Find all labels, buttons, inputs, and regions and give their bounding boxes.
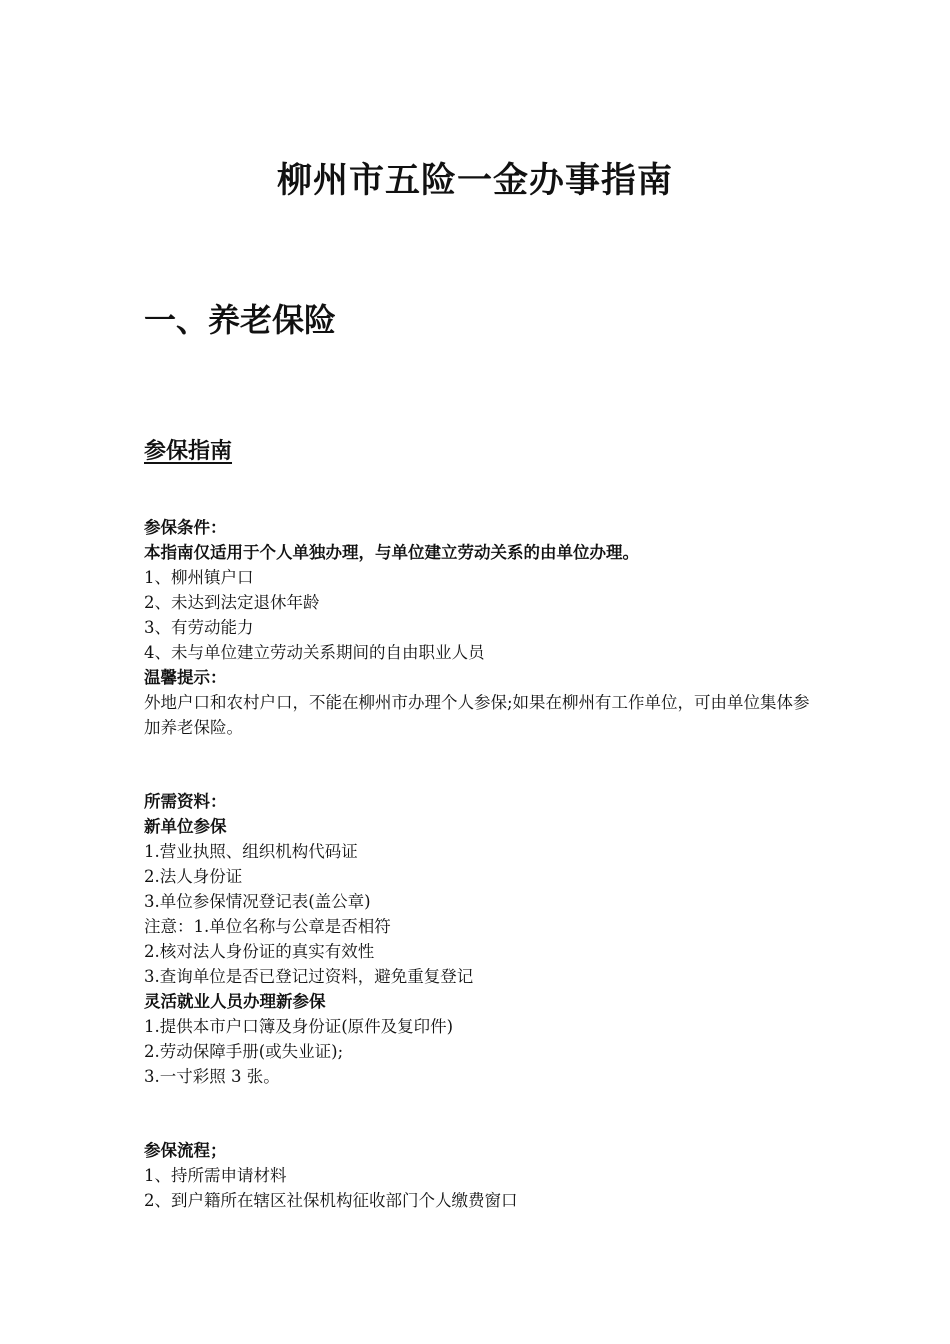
- materials-heading: 所需资料：: [144, 792, 227, 811]
- condition-item: 1、柳州镇户口: [144, 568, 254, 587]
- condition-item: 4、未与单位建立劳动关系期间的自由职业人员: [144, 643, 485, 662]
- process-item: 1、持所需申请材料: [144, 1166, 287, 1185]
- new-unit-item: 注意：1.单位名称与公章是否相符: [144, 917, 391, 936]
- conditions-heading: 参保条件：: [144, 518, 227, 537]
- process-heading: 参保流程；: [144, 1141, 227, 1160]
- condition-item: 2、未达到法定退休年龄: [144, 593, 320, 612]
- conditions-note: 本指南仅适用于个人单独办理，与单位建立劳动关系的由单位办理。: [144, 543, 639, 562]
- new-unit-item: 3.单位参保情况登记表(盖公章): [144, 892, 371, 911]
- new-unit-item: 3.查询单位是否已登记过资料，避免重复登记: [144, 967, 474, 986]
- condition-item: 3、有劳动能力: [144, 618, 254, 637]
- flexible-heading: 灵活就业人员办理新参保: [144, 992, 326, 1011]
- new-unit-item: 1.营业执照、组织机构代码证: [144, 842, 358, 861]
- subsection-heading-guide: 参保指南: [144, 438, 233, 464]
- flexible-item: 1.提供本市户口簿及身份证(原件及复印件): [144, 1017, 454, 1036]
- tip-heading: 温馨提示：: [144, 668, 227, 687]
- new-unit-item: 2.核对法人身份证的真实有效性: [144, 942, 375, 961]
- new-unit-item: 2.法人身份证: [144, 867, 243, 886]
- flexible-item: 3.一寸彩照 3 张。: [144, 1067, 280, 1086]
- tip-text: 外地户口和农村户口，不能在柳州市办理个人参保;如果在柳州有工作单位，可由单位集体参加养老保险。: [144, 693, 810, 737]
- conditions-block: [144, 515, 814, 740]
- process-block: [144, 1138, 814, 1213]
- document-title: 柳州市五险一金办事指南: [276, 160, 673, 201]
- section-heading-pension: 一、养老保险: [144, 301, 337, 339]
- materials-block: [144, 789, 814, 1089]
- flexible-item: 2.劳动保障手册(或失业证);: [144, 1042, 344, 1061]
- process-item: 2、到户籍所在辖区社保机构征收部门个人缴费窗口: [144, 1191, 518, 1210]
- new-unit-heading: 新单位参保: [144, 817, 227, 836]
